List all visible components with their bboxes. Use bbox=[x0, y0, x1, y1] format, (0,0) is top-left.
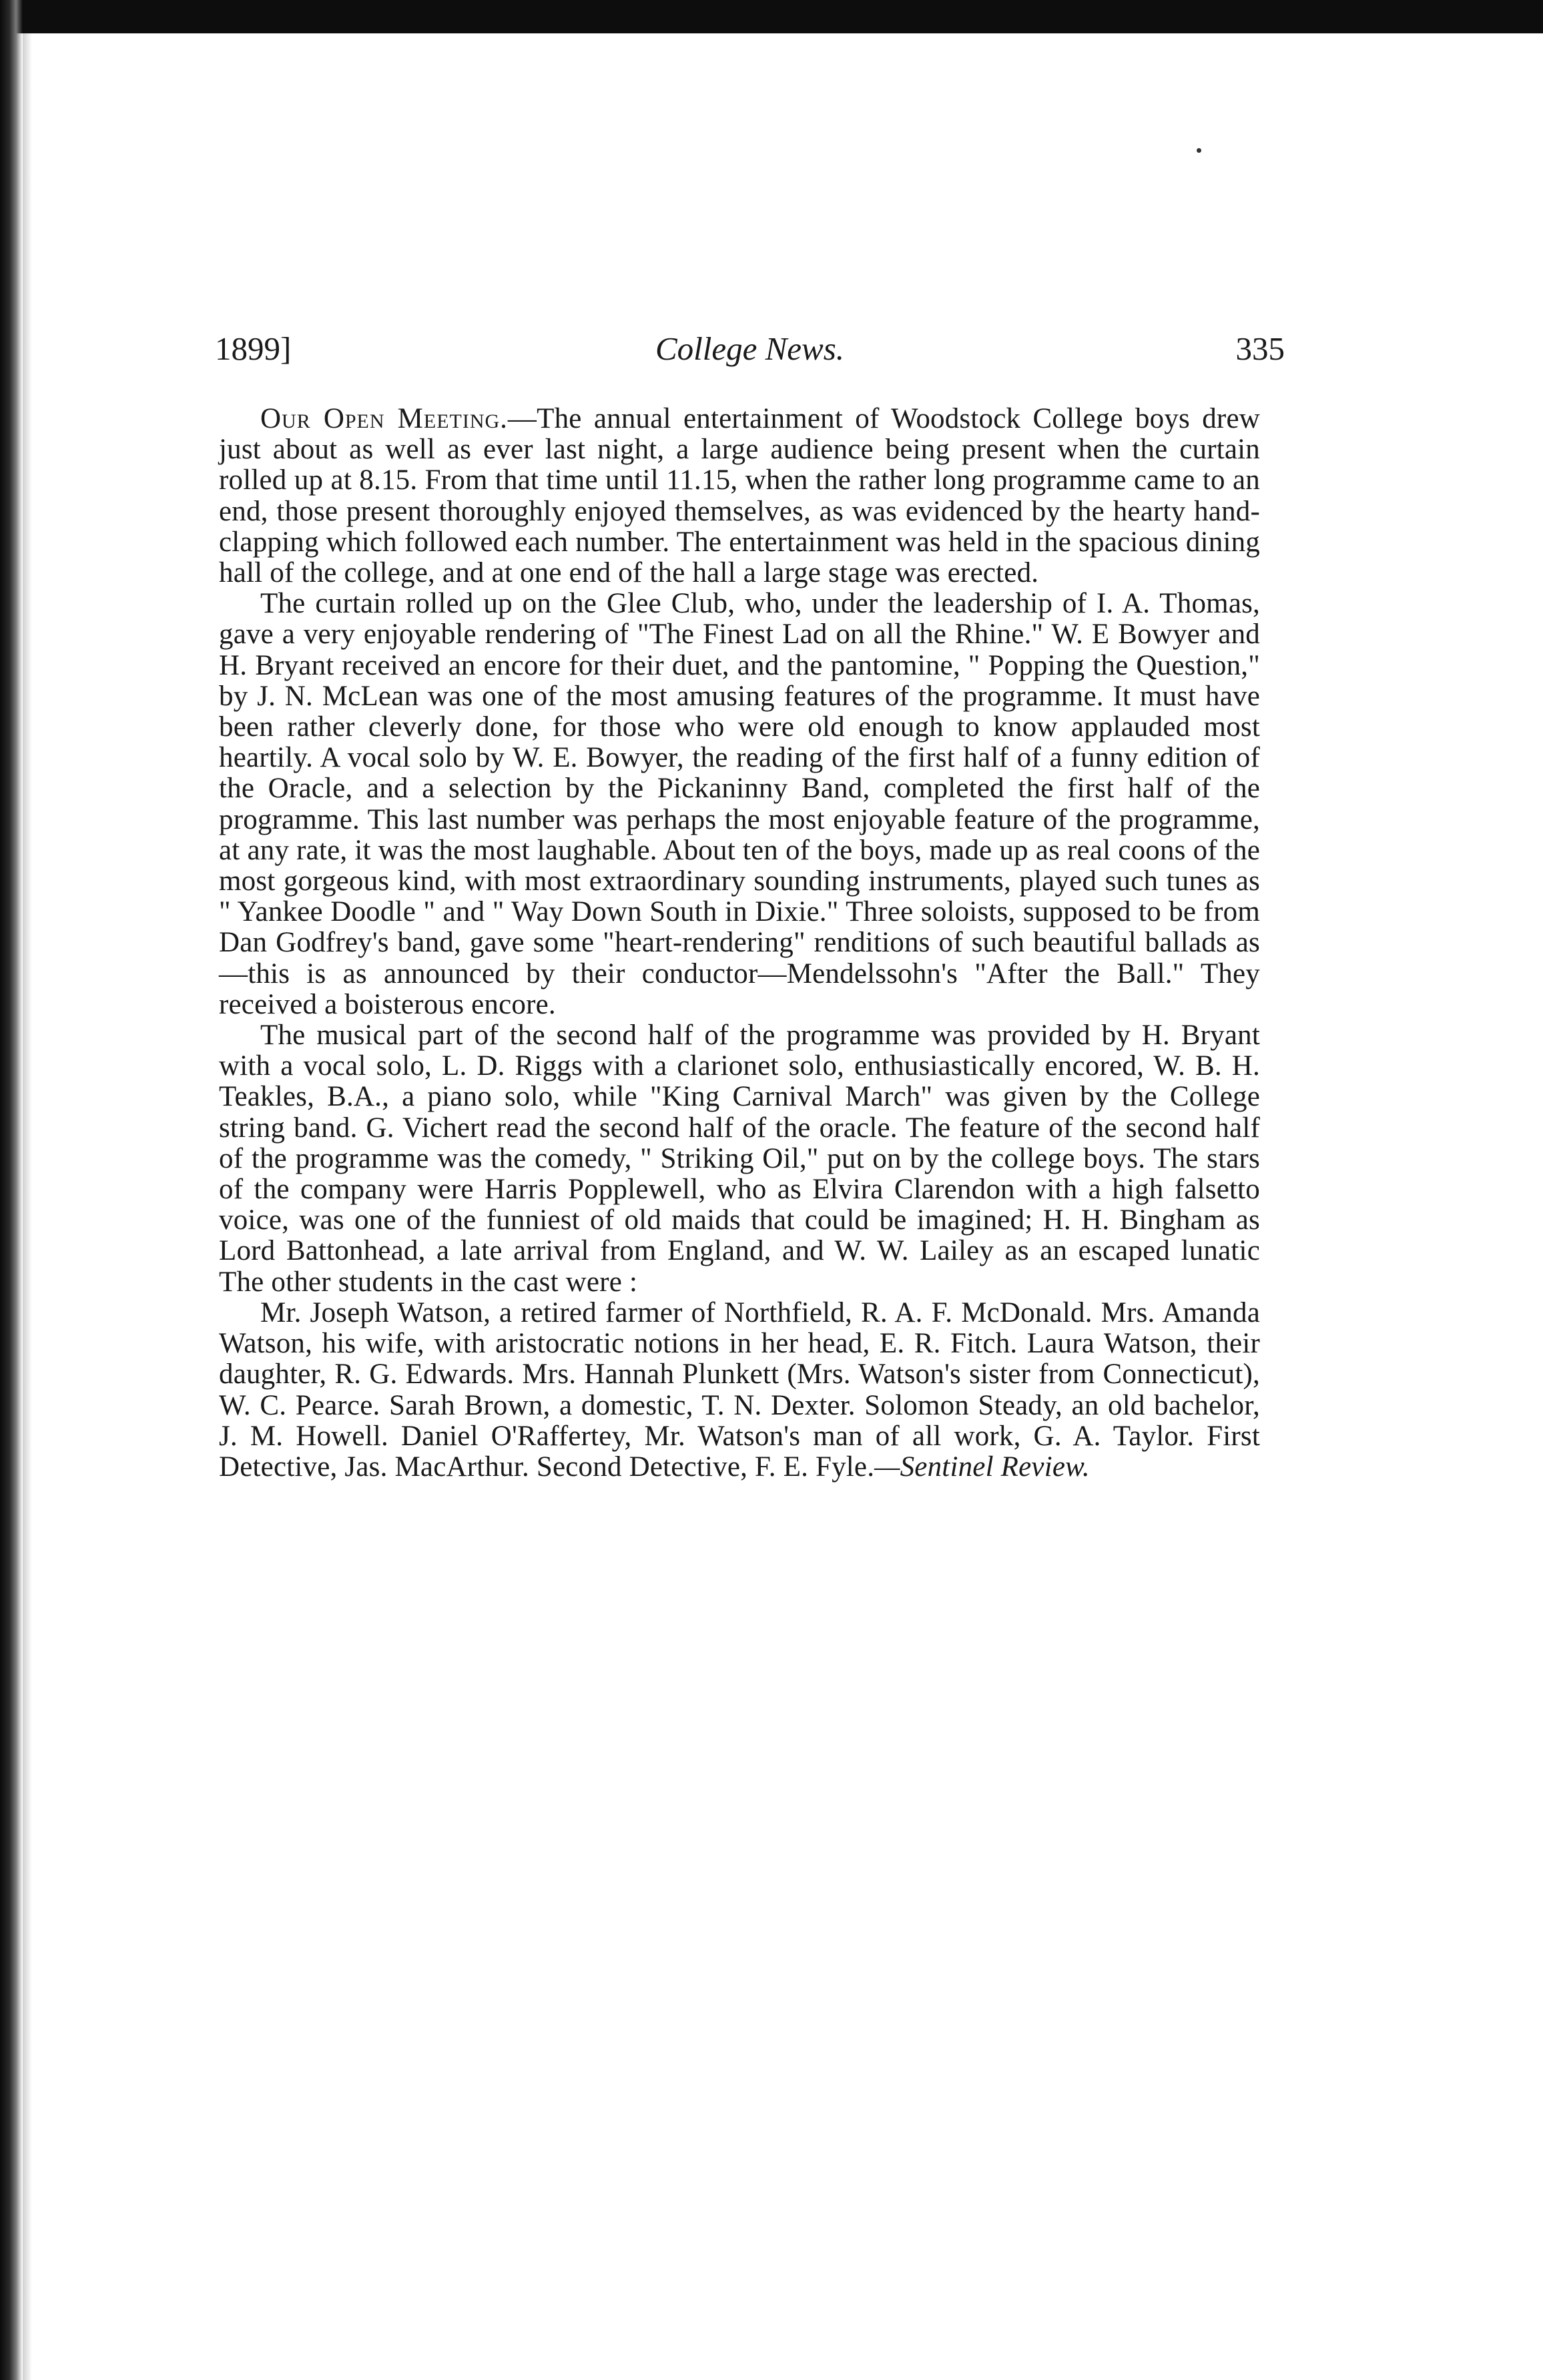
scan-speck bbox=[1197, 148, 1201, 153]
header-title: College News. bbox=[655, 330, 845, 367]
paragraph-4 bbox=[219, 1298, 1260, 1483]
paragraph-3: The musical part of the second half of the programme was provided by H. Bryant with a vocal solo, L. D. Riggs with a clarionet solo, enthusiastically encored, W. B. H. Teakles, B.A., a piano solo, while "King Carnival March" was given by the College string band. G. Vichert read the second half of the oracle. The feature of the second half of the programme was the comedy, " Striking Oil," put on by the college boys. The stars of the company were Harris Popplewell, who as Elvira Clarendon with a high falsetto voice, was one of the funniest of old maids that could be imagined; H. H. Bingham as Lord Battonhead, a late arrival from England, and W. W. Lailey as an escaped lunatic The other students in the cast were : bbox=[219, 1020, 1260, 1298]
scan-gutter-shadow bbox=[23, 33, 32, 2380]
source-credit: —Sentinel Review. bbox=[874, 1451, 1090, 1483]
paragraph-2: The curtain rolled up on the Glee Club, who, under the leadership of I. A. Thomas, gave a very enjoyable rendering of "The Finest Lad on all the Rhine." W. E Bowyer and H. Bryant received an encore for their duet, and the pantomine, " Popping the Question," by J. N. McLean was one of the most amusing features of the programme. It must have been rather cleverly done, for those who were old enough to know applauded most heartily. A vocal solo by W. E. Bowyer, the reading of the first half of a funny edition of the Oracle, and a selection by the Pickaninny Band, completed the first half of the programme. This last number was perhaps the most enjoyable feature of the programme, at any rate, it was the most laughable. About ten of the boys, made up as real coons of the most gorgeous kind, with most extraordinary sounding instruments, played such tunes as " Yankee Doodle " and " Way Down South in Dixie." Three soloists, supposed to be from Dan Godfrey's band, gave some "heart-rendering" renditions of such beautiful ballads as—this is as announced by their conductor—Mendelssohn's "After the Ball." They received a boisterous encore. bbox=[219, 588, 1260, 1020]
article-body bbox=[219, 404, 1260, 1483]
paragraph-1 bbox=[219, 404, 1260, 588]
paragraph-1-text: —The annual entertainment of Woodstock College boys drew just about as well as ever last night, a large audience being present when the curtain rolled up at 8.15. From that time until 11.15, when the rather long programme came to an end, those present thoroughly enjoyed themselves, as was evidenced by the hearty hand-clapping which followed each number. The entertainment was held in the spacious dining hall of the college, and at one end of the hall a large stage was erected. bbox=[219, 403, 1260, 589]
page-number: 335 bbox=[1235, 330, 1285, 367]
scan-left-border bbox=[0, 0, 23, 2380]
header-year: 1899] bbox=[215, 330, 292, 367]
paragraph-4-text: Mr. Joseph Watson, a retired farmer of Northfield, R. A. F. McDonald. Mrs. Amanda Watson, his wife, with aristocratic notions in her head, E. R. Fitch. Laura Watson, their daughter, R. G. Edwards. Mrs. Hannah Plunkett (Mrs. Watson's sister from Connecticut), W. C. Pearce. Sarah Brown, a domestic, T. N. Dexter. Solomon Steady, an old bachelor, J. M. Howell. Daniel O'Raffertey, Mr. Watson's man of all work, G. A. Taylor. First Detective, Jas. MacArthur. Second Detective, F. E. Fyle. bbox=[219, 1296, 1260, 1483]
scan-top-border bbox=[0, 0, 1543, 33]
article-heading: Our Open Meeting. bbox=[260, 403, 508, 434]
running-head bbox=[215, 326, 1285, 372]
